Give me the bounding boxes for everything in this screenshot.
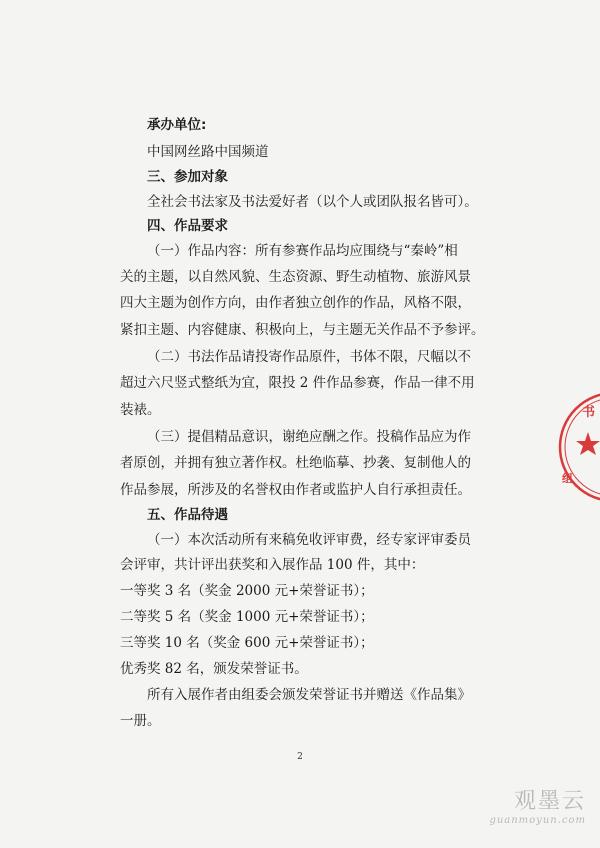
- paragraph-line: 会评审，共计评出获奖和入展作品 100 件，其中：: [120, 557, 425, 573]
- section-heading-requirements: 四、作品要求: [147, 218, 228, 234]
- paragraph-line: 作品参展，所涉及的名誉权由作者或监护人自行承担责任。: [120, 482, 471, 498]
- organizer-label: 承办单位:: [147, 117, 207, 133]
- watermark-logo: [486, 784, 586, 826]
- paragraph-line: （三）提倡精品意识，谢绝应酬之作。投稿作品应为作: [147, 429, 471, 445]
- participants-text: 全社会书法家及书法爱好者（以个人或团队报名皆可）。: [147, 194, 478, 210]
- paragraph-line: 关的主题，以自然风貌、生态资源、野生动植物、旅游风景: [120, 269, 471, 285]
- paragraph-line: （一）作品内容：所有参赛作品均应围绕与“秦岭”相: [147, 243, 458, 259]
- red-seal-stamp: [552, 392, 600, 502]
- section-heading-participants: 三、参加对象: [147, 169, 228, 185]
- paragraph-line: 一册。: [120, 713, 161, 729]
- paragraph-line: 者原创，并拥有独立著作权。杜绝临摹、抄袭、复制他人的: [120, 455, 471, 471]
- prize-first: 一等奖 3 名（奖金 2000 元+荣誉证书）；: [120, 583, 374, 599]
- page-number: 2: [297, 752, 303, 762]
- prize-third: 三等奖 10 名（奖金 600 元+荣誉证书）；: [120, 635, 374, 651]
- prize-second: 二等奖 5 名（奖金 1000 元+荣誉证书）；: [120, 609, 374, 625]
- watermark-sub-text: guanmoyun.com: [489, 815, 586, 826]
- watermark-main-text: 观墨云: [513, 789, 586, 814]
- section-heading-rewards: 五、作品待遇: [147, 507, 228, 523]
- svg-text:书: 书: [582, 405, 596, 420]
- paragraph-line: 四大主题为创作方向，由作者独立创作的作品，风格不限，: [120, 295, 471, 311]
- paragraph-line: 紧扣主题、内容健康、积极向上，与主题无关作品不予参评。: [120, 322, 485, 338]
- paragraph-line: （二）书法作品请投寄作品原件，书体不限，尺幅以不: [147, 349, 471, 365]
- organizer-name: 中国网丝路中国频道: [147, 144, 269, 160]
- svg-text:组: 组: [562, 472, 573, 485]
- paragraph-line: （一）本次活动所有来稿免收评审费，经专家评审委员: [147, 532, 471, 548]
- prize-excellence: 优秀奖 82 名，颁发荣誉证书。: [120, 661, 308, 677]
- paragraph-line: 超过六尺竖式整纸为宜，限投 2 件作品参赛，作品一律不用: [120, 375, 475, 391]
- paragraph-line: 装裱。: [120, 402, 161, 418]
- paragraph-line: 所有入展作者由组委会颁发荣誉证书并赠送《作品集》: [147, 687, 471, 703]
